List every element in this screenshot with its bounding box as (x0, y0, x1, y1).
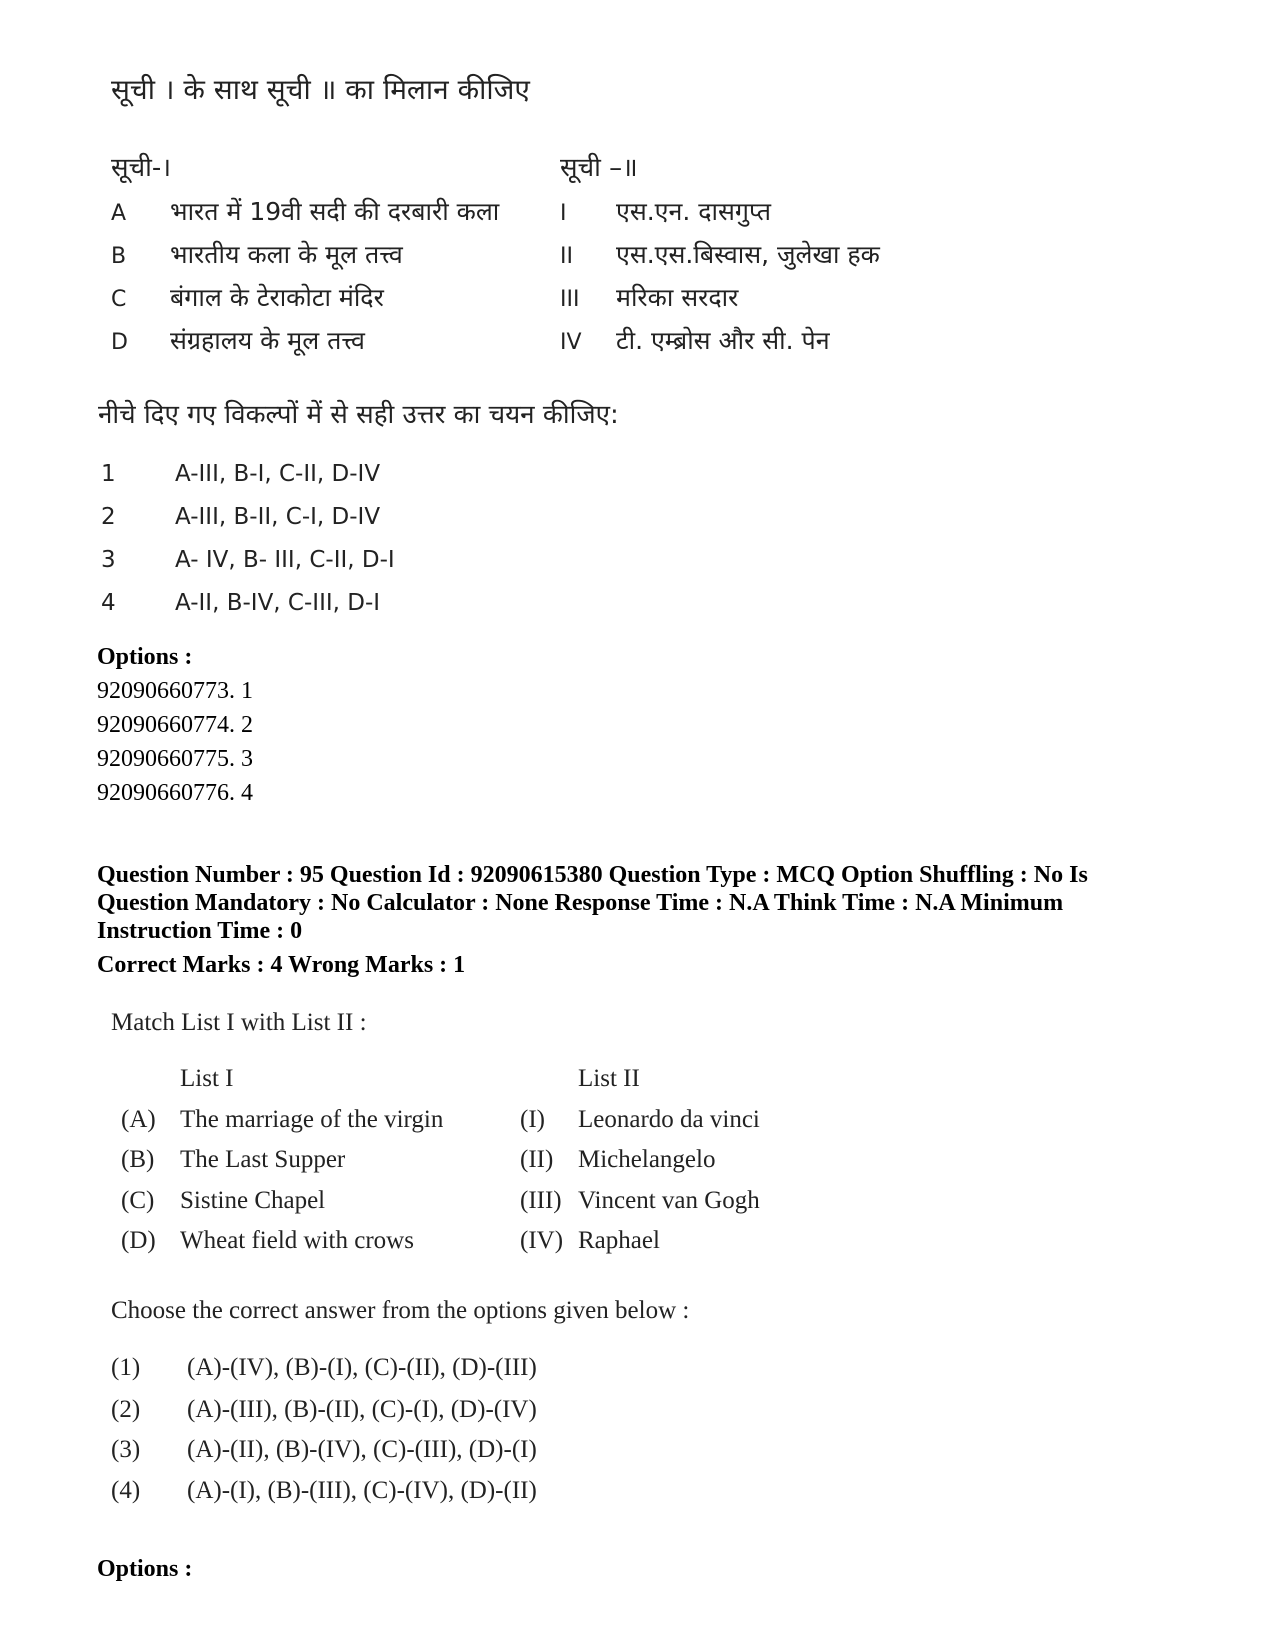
english-instruction: Choose the correct answer from the options given below : (111, 1297, 690, 1324)
hindi-row-match: टी. एम्ब्रोस और सी. पेन (616, 326, 830, 355)
english-row-key: (A) (121, 1106, 156, 1133)
hindi-choice-text: A-III, B-I, C-II, D-IV (175, 461, 381, 487)
english-row-item: Wheat field with crows (180, 1227, 414, 1254)
english-choice-text: (A)-(II), (B)-(IV), (C)-(III), (D)-(I) (187, 1436, 537, 1463)
hindi-list2-header: सूची –॥ (560, 153, 638, 183)
english-row-key: (B) (121, 1146, 155, 1173)
hindi-question-prompt: सूची । के साथ सूची ॥ का मिलान कीजिए (111, 73, 530, 106)
hindi-row-roman: II (560, 244, 573, 269)
hindi-choice-number: 4 (101, 590, 116, 616)
hindi-row-match: एस.एन. दासगुप्त (616, 197, 771, 226)
question-meta-line3: Instruction Time : 0 (97, 918, 303, 944)
hindi-choice-text: A-III, B-II, C-I, D-IV (175, 504, 381, 530)
english-choice-number: (4) (111, 1477, 141, 1504)
english-row-roman: (II) (520, 1146, 554, 1173)
hindi-row-match: एस.एस.बिस्वास, जुलेखा हक (616, 240, 880, 269)
options-label-2: Options : (97, 1556, 193, 1582)
english-question-prompt: Match List I with List II : (111, 1009, 367, 1036)
english-list1-header: List I (180, 1065, 234, 1092)
english-row-roman: (I) (520, 1106, 545, 1133)
hindi-choice-number: 1 (101, 461, 116, 487)
hindi-row-item: भारतीय कला के मूल तत्त्व (170, 240, 403, 269)
hindi-row-key: C (111, 287, 127, 312)
options-label: Options : (97, 644, 193, 670)
english-row-roman: (IV) (520, 1227, 564, 1254)
english-choice-number: (1) (111, 1354, 141, 1381)
question-marks: Correct Marks : 4 Wrong Marks : 1 (97, 952, 466, 978)
english-choice-text: (A)-(IV), (B)-(I), (C)-(II), (D)-(III) (187, 1354, 537, 1381)
hindi-row-item: भारत में 19वी सदी की दरबारी कला (170, 197, 500, 226)
question-meta-line1: Question Number : 95 Question Id : 92090615380 Question Type : MCQ Option Shuffling : No Is (97, 862, 1088, 888)
hindi-row-match: मरिका सरदार (616, 283, 739, 312)
hindi-row-key: B (111, 244, 127, 269)
english-list2-header: List II (578, 1065, 640, 1092)
option-item: 92090660773. 1 (97, 678, 253, 704)
english-row-key: (C) (121, 1187, 155, 1214)
english-row-item: Sistine Chapel (180, 1187, 326, 1214)
option-item: 92090660775. 3 (97, 746, 253, 772)
english-row-match: Raphael (578, 1227, 660, 1254)
english-choice-number: (3) (111, 1436, 141, 1463)
english-choice-text: (A)-(I), (B)-(III), (C)-(IV), (D)-(II) (187, 1477, 537, 1504)
hindi-instruction: नीचे दिए गए विकल्पों में से सही उत्तर का चयन कीजिए: (98, 400, 619, 430)
hindi-row-key: D (111, 330, 128, 355)
english-row-match: Vincent van Gogh (578, 1187, 760, 1214)
hindi-row-roman: III (560, 287, 580, 312)
hindi-choice-number: 3 (101, 547, 116, 573)
hindi-choice-number: 2 (101, 504, 116, 530)
hindi-choice-text: A-II, B-IV, C-III, D-I (175, 590, 381, 616)
hindi-row-roman: I (560, 201, 567, 226)
option-item: 92090660776. 4 (97, 780, 253, 806)
hindi-row-item: बंगाल के टेराकोटा मंदिर (170, 283, 384, 312)
english-row-roman: (III) (520, 1187, 562, 1214)
english-row-match: Leonardo da vinci (578, 1106, 760, 1133)
hindi-row-roman: IV (560, 330, 582, 355)
english-choice-number: (2) (111, 1396, 141, 1423)
hindi-list1-header: सूची-। (111, 153, 172, 183)
hindi-row-item: संग्रहालय के मूल तत्त्व (170, 326, 365, 355)
english-choice-text: (A)-(III), (B)-(II), (C)-(I), (D)-(IV) (187, 1396, 537, 1423)
hindi-choice-text: A- IV, B- III, C-II, D-I (175, 547, 395, 573)
english-row-key: (D) (121, 1227, 156, 1254)
option-item: 92090660774. 2 (97, 712, 253, 738)
english-row-item: The Last Supper (180, 1146, 346, 1173)
english-row-match: Michelangelo (578, 1146, 716, 1173)
english-row-item: The marriage of the virgin (180, 1106, 444, 1133)
question-meta-line2: Question Mandatory : No Calculator : None Response Time : N.A Think Time : N.A Minimum (97, 890, 1064, 916)
hindi-row-key: A (111, 201, 127, 226)
